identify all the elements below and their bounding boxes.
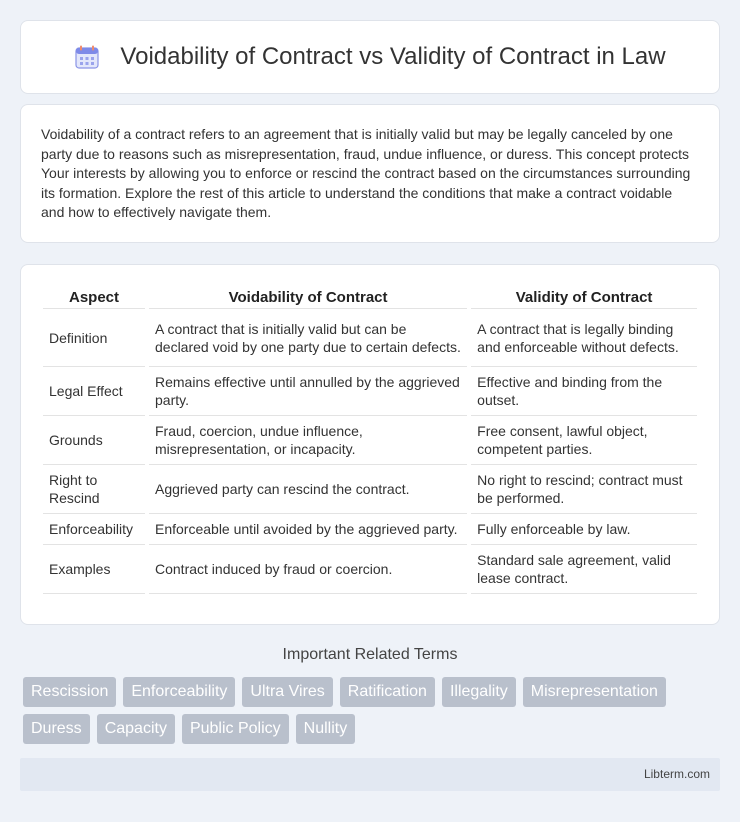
row-validity: Free consent, lawful object, competent parties.	[471, 416, 697, 465]
header-voidability: Voidability of Contract	[149, 285, 467, 309]
header-aspect: Aspect	[43, 285, 145, 309]
intro-card	[20, 104, 720, 243]
row-voidability: A contract that is initially valid but can be declared void by one party due to certain defects.	[149, 309, 467, 367]
tag-misrepresentation[interactable]: Misrepresentation	[523, 677, 666, 707]
tag-illegality[interactable]: Illegality	[442, 677, 516, 707]
tag-ultra-vires[interactable]: Ultra Vires	[242, 677, 332, 707]
intro-text: Voidability of a contract refers to an agreement that is initially valid but may be legally canceled by one party due to reasons such as misrepresentation, fraud, undue influence, or duress. This concept protects Your interests by allowing you to enforce or rescind the contract based on the circumstances surrounding its formation. Explore the rest of this article to understand the conditions that make a contract voidable and how to effectively navigate them.	[41, 126, 691, 220]
row-voidability: Enforceable until avoided by the aggrieved party.	[149, 514, 467, 545]
table-row	[43, 309, 697, 367]
row-voidability: Remains effective until annulled by the aggrieved party.	[149, 367, 467, 416]
row-validity: Effective and binding from the outset.	[471, 367, 697, 416]
table-row	[43, 465, 697, 514]
row-voidability: Contract induced by fraud or coercion.	[149, 545, 467, 594]
row-validity: Fully enforceable by law.	[471, 514, 697, 545]
row-validity: Standard sale agreement, valid lease contract.	[471, 545, 697, 594]
row-aspect: Definition	[43, 309, 145, 367]
table-header-row	[43, 285, 697, 309]
calendar-icon	[74, 44, 100, 70]
tag-rescission[interactable]: Rescission	[23, 677, 116, 707]
row-aspect: Legal Effect	[43, 367, 145, 416]
tag-nullity[interactable]: Nullity	[296, 714, 356, 744]
header-validity: Validity of Contract	[471, 285, 697, 309]
page-title: Voidability of Contract vs Validity of Contract in Law	[120, 43, 666, 70]
footer-site-link[interactable]: Libterm.com	[643, 767, 710, 781]
tag-public-policy[interactable]: Public Policy	[182, 714, 289, 744]
footer	[20, 758, 720, 791]
header-card	[20, 20, 720, 94]
row-voidability: Aggrieved party can rescind the contract.	[149, 465, 467, 514]
tag-capacity[interactable]: Capacity	[97, 714, 175, 744]
row-validity: A contract that is legally binding and enforceable without defects.	[471, 309, 697, 367]
table-row	[43, 416, 697, 465]
comparison-table	[39, 285, 701, 594]
table-row	[43, 514, 697, 545]
row-validity: No right to rescind; contract must be performed.	[471, 465, 697, 514]
row-aspect: Enforceability	[43, 514, 145, 545]
row-aspect: Grounds	[43, 416, 145, 465]
comparison-table-card	[20, 264, 720, 625]
table-row	[43, 367, 697, 416]
row-aspect: Examples	[43, 545, 145, 594]
row-voidability: Fraud, coercion, undue influence, misrepresentation, or incapacity.	[149, 416, 467, 465]
related-terms-tags	[23, 677, 723, 744]
tag-duress[interactable]: Duress	[23, 714, 90, 744]
tag-ratification[interactable]: Ratification	[340, 677, 435, 707]
table-row	[43, 545, 697, 594]
row-aspect: Right to Rescind	[43, 465, 145, 514]
related-terms-title: Important Related Terms	[282, 646, 458, 663]
tag-enforceability[interactable]: Enforceability	[123, 677, 235, 707]
